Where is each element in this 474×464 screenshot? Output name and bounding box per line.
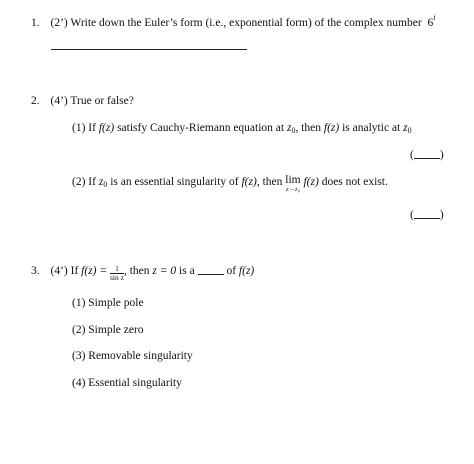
- q1-exponent: i: [433, 13, 436, 22]
- q2-part2: (2) If $z_0$ is an essential singularity of f(z), then lim z→z₀ f(z) does not exist.: [72, 174, 388, 193]
- q1-points: (2’): [50, 17, 68, 29]
- fraction-1-over-sin-z: $\frac{1}{\text{sin z}}$: [110, 264, 124, 282]
- q3-answer-blank[interactable]: [198, 264, 224, 275]
- q2-part1-answer[interactable]: ( ): [410, 149, 444, 161]
- q2-points: (4’): [50, 95, 68, 107]
- q3-line: 3. (4’) If f(z) = $\frac{1}{\text{sin z}}$ , then z = 0 is a of f(z): [31, 264, 255, 282]
- q3-option-2: (2) Simple zero: [72, 324, 144, 336]
- q3-option-4: (4) Essential singularity: [72, 377, 182, 389]
- q1-text: Write down the Euler’s form (i.e., exponential form) of the complex number: [70, 17, 422, 29]
- q3-number: 3.: [31, 265, 40, 277]
- q2-header: [31, 94, 134, 108]
- limit-expression: lim z→z₀: [285, 174, 301, 193]
- q3-option-1: (1) Simple pole: [72, 297, 144, 309]
- q1-answer-line[interactable]: [51, 49, 247, 50]
- q2-part2-answer-blank[interactable]: [414, 208, 440, 219]
- q1-base: 6: [427, 17, 434, 29]
- q3-option-3: (3) Removable singularity: [72, 350, 193, 362]
- q3-points: (4’): [50, 265, 68, 277]
- q2-title: True or false?: [70, 95, 134, 107]
- q2-part2-answer[interactable]: ( ): [410, 209, 444, 221]
- q2-part1: (1) If f(z) satisfy Cauchy-Riemann equation at $z_0$, then f(z) is analytic at $z_0$: [72, 122, 412, 135]
- q2-part1-answer-blank[interactable]: [414, 148, 440, 159]
- q1-line: [31, 11, 436, 30]
- q2-number: 2.: [31, 95, 40, 107]
- q1-number: 1.: [31, 17, 40, 29]
